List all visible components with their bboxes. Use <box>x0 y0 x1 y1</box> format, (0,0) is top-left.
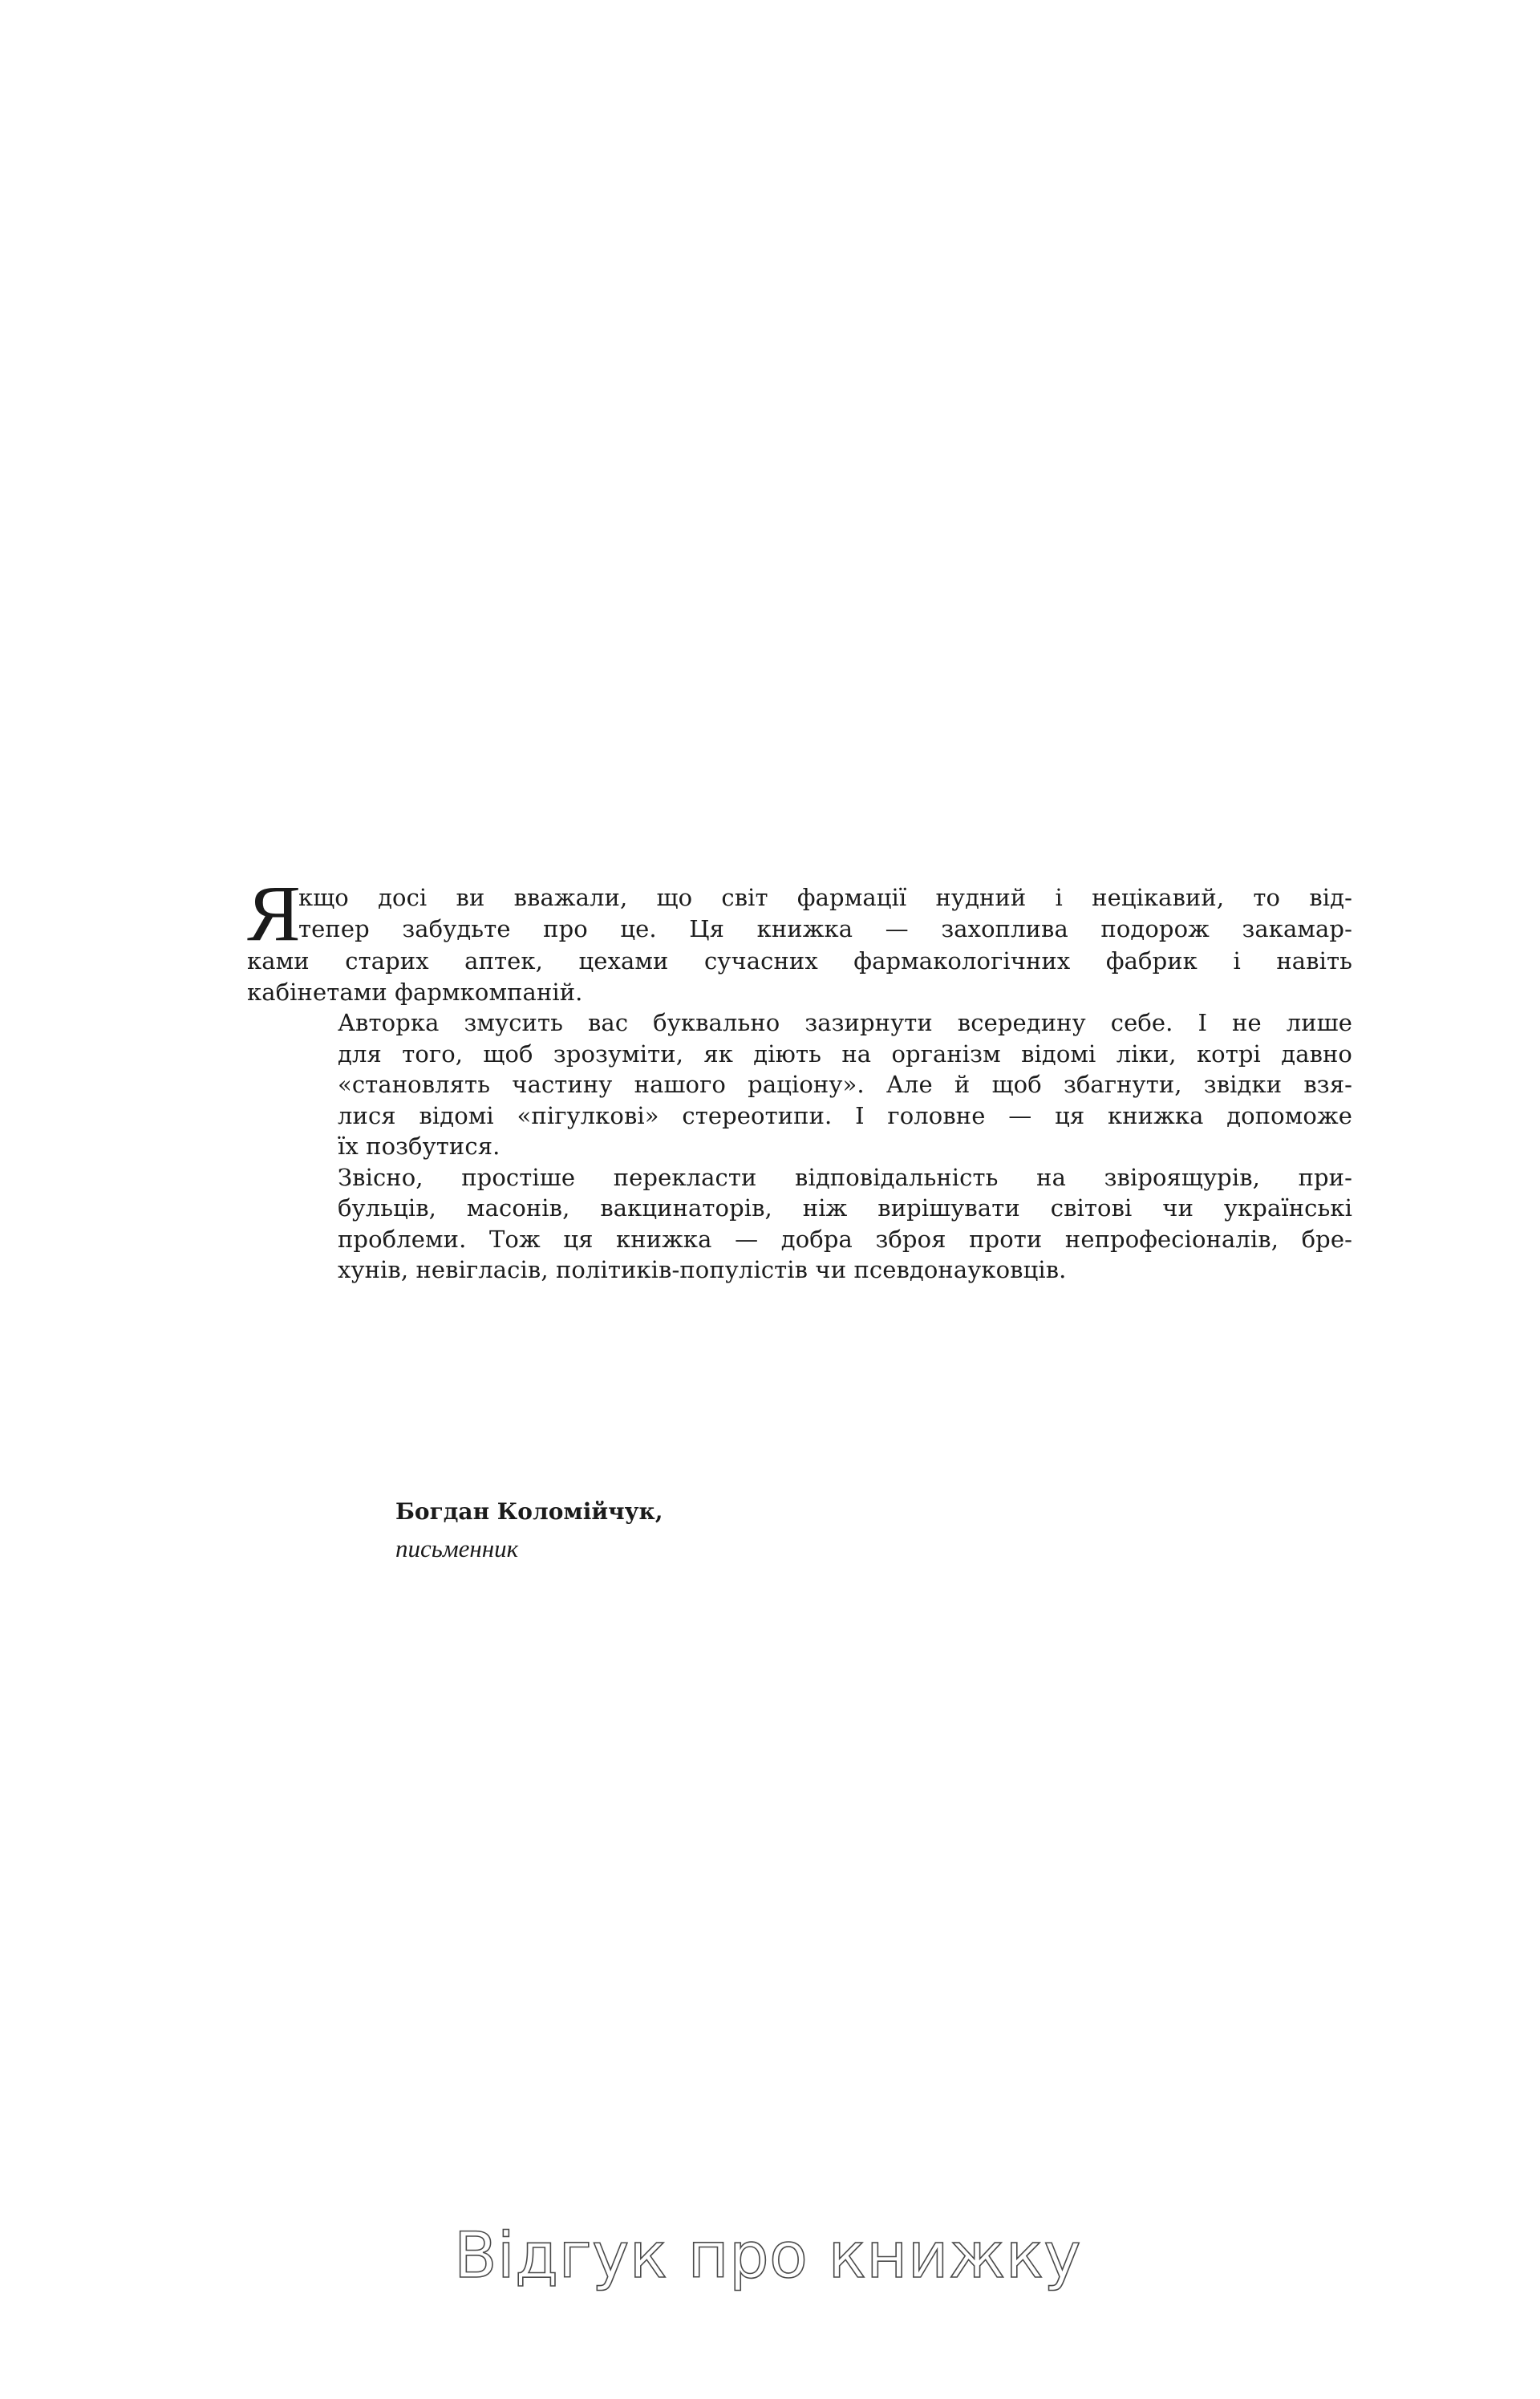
review-text <box>247 869 1352 1286</box>
review-paragraph-1 <box>247 869 1352 1007</box>
section-heading: Відгук про книжку <box>454 2219 1082 2292</box>
text-line: для того, щоб зрозуміти, як діють на організм відомі ліки, котрі давно <box>338 1039 1352 1068</box>
text-line: Авторка змусить вас буквально зазирнути всередину себе. І не лише <box>338 1009 1352 1036</box>
text-line: «становлять частину нашого раціону». Але й щоб збагнути, звідки взя- <box>338 1071 1352 1098</box>
text-line: ками старих аптек, цехами сучасних фармакологічних фабрик і навіть <box>247 947 1352 975</box>
text-line: проблеми. Тож ця книжка — добра зброя проти непрофесіоналів, бре- <box>338 1225 1352 1253</box>
text-line: кабінетами фармкомпаній. <box>247 978 583 1006</box>
text-line: хунів, невігласів, політиків-популістів чи псевдонауковців. <box>338 1256 1067 1283</box>
review-paragraph-2 <box>247 1007 1352 1162</box>
text-line: тепер забудьте про це. Ця книжка — захоплива подорож закамар- <box>298 914 1352 942</box>
dropcap-lines <box>298 882 1352 944</box>
text-line: кщо досі ви вважали, що світ фармації нудний і нецікавий, то від- <box>298 884 1352 911</box>
text-line: бульців, масонів, вакцинаторів, ніж вирішувати світові чи українські <box>338 1194 1352 1222</box>
dropcap-row <box>247 869 1352 958</box>
text-line: лися відомі «пігулкові» стереотипи. І головне — ця книжка допоможе <box>338 1101 1352 1129</box>
text-line: Звісно, простіше перекласти відповідальність на звіроящурів, при- <box>338 1163 1352 1191</box>
review-paragraph-3 <box>247 1162 1352 1286</box>
text-line: їх позбутися. <box>338 1133 500 1160</box>
author-role: письменник <box>395 1534 519 1562</box>
dropcap-letter: Я <box>247 869 301 958</box>
author-name: Богдан Коломійчук, <box>395 1498 663 1525</box>
signature-block <box>395 1493 663 1567</box>
